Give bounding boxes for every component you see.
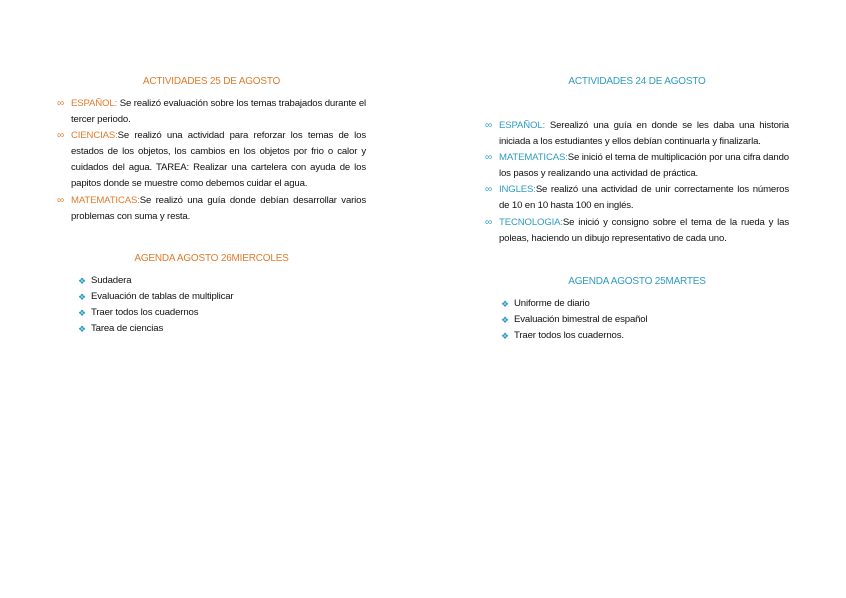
right-agenda-list [501, 296, 647, 344]
list-item [501, 312, 647, 328]
activity-text: Se realizó una actividad de unir correctamente los números de 10 en 10 hasta 100 en inglés. [499, 184, 789, 212]
left-agenda-list [78, 273, 233, 337]
subject-label: CIENCIAS: [71, 130, 118, 142]
list-item [78, 289, 233, 305]
list-item [57, 128, 366, 192]
list-item [501, 296, 647, 312]
agenda-text: Evaluación de tablas de multiplicar [91, 291, 234, 303]
four-diamond-icon: ❖ [501, 315, 509, 326]
infinity-icon: ∞ [57, 194, 64, 206]
list-item [501, 328, 647, 344]
infinity-icon: ∞ [485, 120, 492, 131]
left-activities-heading: ACTIVIDADES 25 DE AGOSTO [142, 76, 281, 87]
agenda-text: Evaluación bimestral de español [514, 314, 648, 326]
four-diamond-icon: ❖ [501, 331, 509, 342]
agenda-text: Traer todos los cuadernos [91, 307, 199, 319]
subject-label: INGLES: [499, 184, 536, 196]
four-diamond-icon: ❖ [78, 308, 86, 319]
list-item [485, 150, 789, 182]
infinity-icon: ∞ [485, 152, 492, 164]
list-item [485, 118, 789, 150]
activity-text: Se inició y consigno sobre el tema de la rueda y las poleas, haciendo un dibujo representativo de cada uno. [499, 216, 789, 244]
infinity-icon: ∞ [485, 184, 492, 196]
list-item [78, 273, 233, 289]
four-diamond-icon: ❖ [78, 324, 86, 335]
activity-text: Se inició el tema de multiplicación por una cifra dando los pasos y realizando una actividad de práctica. [499, 152, 789, 180]
right-activities-heading: ACTIVIDADES 24 DE AGOSTO [568, 76, 706, 87]
subject-label: TECNOLOGIA: [499, 216, 563, 228]
agenda-text: Traer todos los cuadernos. [514, 330, 624, 342]
subject-label: ESPAÑOL: [499, 120, 546, 131]
subject-label: MATEMATICAS: [499, 152, 568, 164]
left-agenda-heading: AGENDA AGOSTO 26MIERCOLES [134, 253, 289, 264]
list-item [485, 215, 789, 247]
list-item [57, 193, 366, 225]
infinity-icon: ∞ [57, 130, 64, 142]
right-agenda-heading: AGENDA AGOSTO 25MARTES [568, 276, 706, 287]
agenda-text: Tarea de ciencias [91, 323, 164, 335]
activity-text: Se realizó evaluación sobre los temas trabajados durante el tercer periodo. [71, 98, 366, 126]
infinity-icon: ∞ [57, 98, 64, 109]
list-item [78, 305, 233, 321]
list-item [485, 182, 789, 214]
activity-text: Serealizó una guía en donde se les daba una historia iniciada a los estudiantes y ellos debían continuarla y finalizarla. [499, 120, 789, 148]
subject-label: MATEMATICAS: [71, 194, 140, 206]
left-activities-list [57, 96, 366, 225]
agenda-text: Uniforme de diario [514, 298, 590, 309]
four-diamond-icon: ❖ [78, 276, 86, 286]
four-diamond-icon: ❖ [501, 299, 509, 309]
list-item [78, 321, 233, 337]
agenda-text: Sudadera [91, 275, 132, 286]
subject-label: ESPAÑOL: [71, 98, 118, 109]
activity-text: Se realizó una guía donde debían desarrollar varios problemas con suma y resta. [71, 194, 366, 222]
infinity-icon: ∞ [485, 216, 492, 228]
right-activities-list [485, 118, 789, 247]
activity-text: Se realizó una actividad para reforzar los temas de los estados de los objetos, los cambios en los objetos por frio o calor y cuidados del agua. TAREA: Realizar una cartelera con ayuda de los papitos donde se muestre como debemos cuidar el agua. [71, 130, 366, 190]
list-item [57, 96, 366, 128]
four-diamond-icon: ❖ [78, 292, 86, 303]
